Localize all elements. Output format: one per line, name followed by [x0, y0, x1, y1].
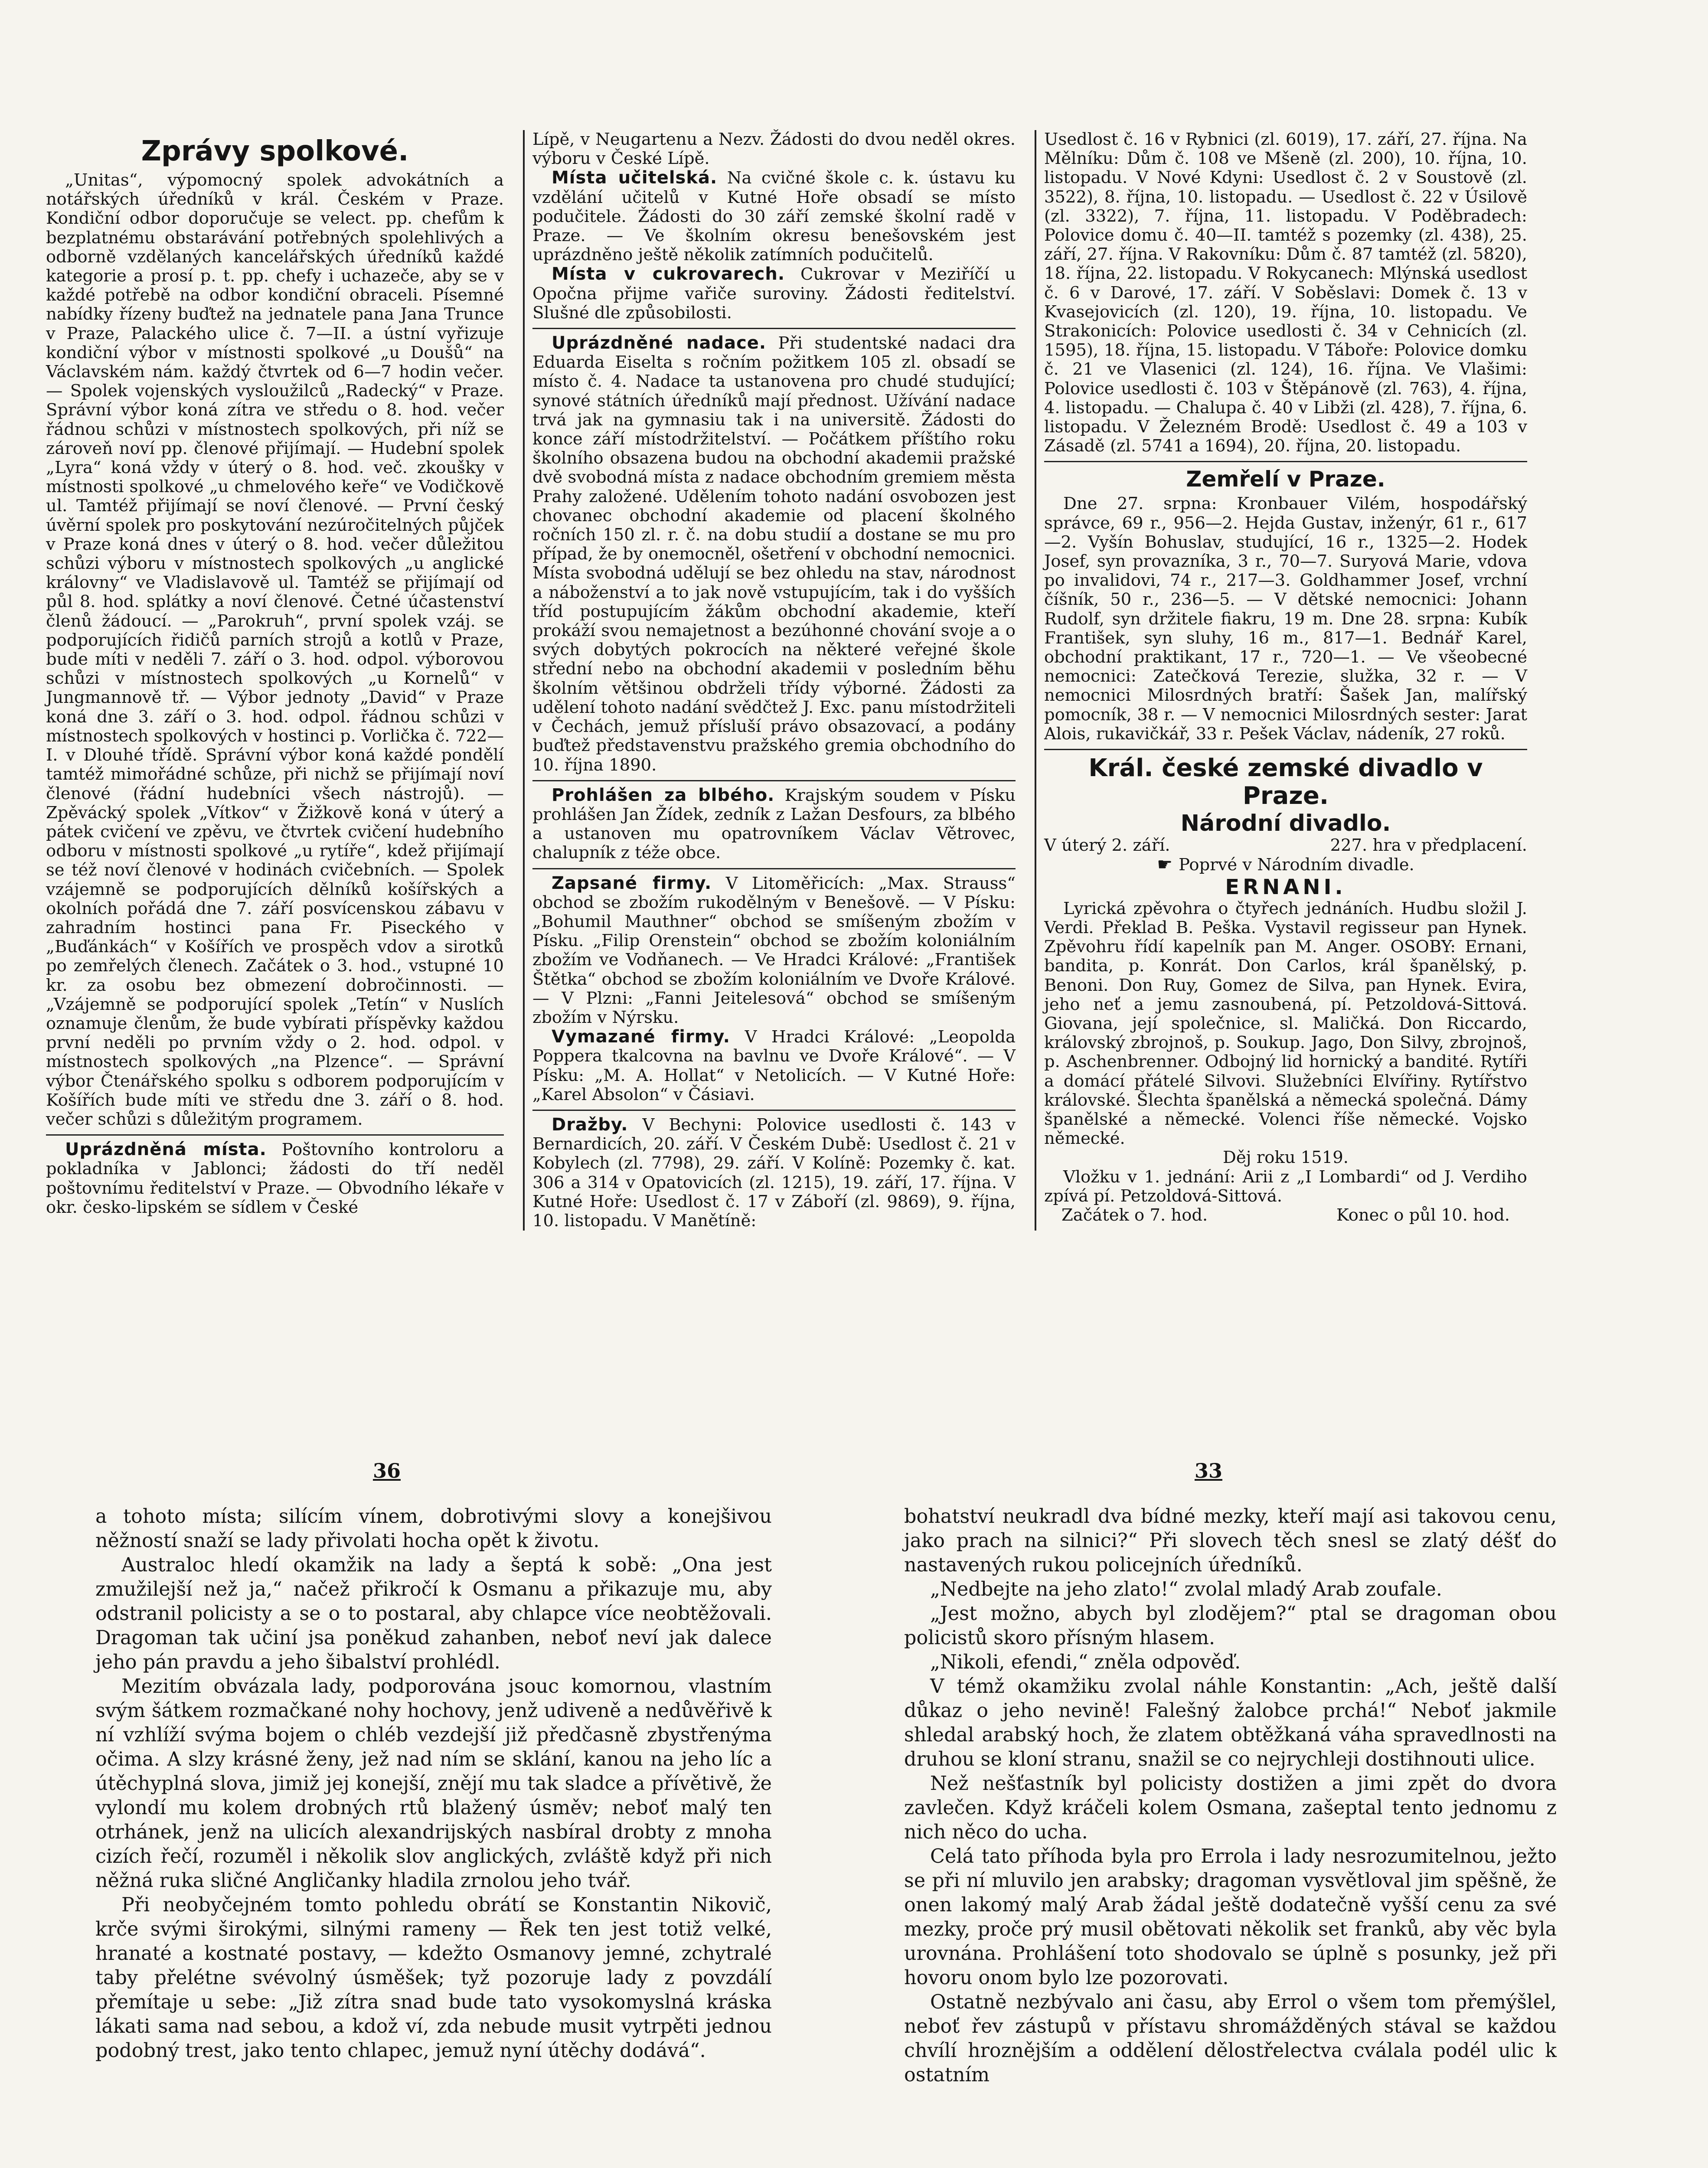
deleted-firms-body: V Hradci Králové: „Leopolda Poppera tkalcovna na bavlnu ve Dvoře Králové“. — V Písku: „M. A. Hollat“ v Netolicích. — V Kutné Hoře: „Karel Absolon“ v Čásiavi.	[532, 1027, 1016, 1104]
column-divider	[532, 868, 1016, 869]
deaths-heading: Zemřelí v Praze.	[1186, 467, 1385, 492]
col3-continuation: Usedlost č. 16 v Rybnici (zl. 6019), 17. září, 27. října. Na Mělníku: Dům č. 108 ve Mšeně (zl. 200), 10. října, 10. listopadu. V Nové Kdyni: Usedlost č. 2 v Soustově (zl. 3522), 8. října, 10. listopadu. — Usedlost č. 22 v Úsilově (zl. 3322), 7. října, 11. listopadu. V Poděbradech: Polovice domu č. 40—II. tamtéž s pozemky (zl. 438), 25. září, 27. října. V Rakovníku: Dům č. 87 tamtéž (zl. 5820), 18. října, 22. listopadu. V Rokycanech: Mlýnská usedlost č. 6 v Darové, 17. září. V Soběslavi: Domek č. 13 v Kvasejovicích (zl. 120), 19. října, 10. listopadu. Ve Strakonicích: Polovice usedlosti č. 34 v Cehnicích (zl. 1595), 18. října, 15. listopadu. V Táboře: Polovice domku č. 21 ve Vlasenici (zl. 124), 16. října. Ve Vlašimi: Polovice usedlosti č. 103 v Štěpánově (zl. 763), 4. října, 4. listopadu. — Chalupa č. 40 v Libži (zl. 428), 7. října, 6. listopadu. V Železném Brodě: Usedlost č. 49 a 103 v Zásadě (zl. 5741 a 1694), 20. října, 20. listopadu.	[1044, 130, 1527, 456]
auctions-body: V Bechyni: Polovice usedlosti č. 143 v Bernardicích, 20. září. V Českém Dubě: Usedlost č. 21 v Kobylech (zl. 7798), 29. září. V Kolíně: Pozemky č. kat. 306 a 314 v Opatovicích (zl. 1215), 19. září, 17. října. V Kutné Hoře: Usedlost č. 17 v Záboří (zl. 9869), 9. října, 10. listopadu. V Manětíně:	[532, 1115, 1016, 1231]
right-paragraph: „Nikoli, efendi,“ zněla odpověď.	[930, 1651, 1241, 1673]
idiot-body: Krajským soudem v Písku prohlášen Jan Žídek, zedník z Lažan Desfours, za blbého a ustanoven mu opatrovníkem Václav Větrovec, chalupník z téže obce.	[532, 785, 1016, 863]
theatre-subscription: 227. hra v předplacení.	[1330, 836, 1527, 855]
theatre-day: V úterý 2. září.	[1044, 836, 1170, 855]
idiot-paragraph	[532, 786, 1016, 863]
deleted-firms-paragraph	[532, 1027, 1016, 1104]
pointing-hand-icon: ☛	[1157, 855, 1173, 875]
newspaper-column-3	[1035, 130, 1535, 1231]
newspaper-clipping	[38, 130, 1669, 1231]
premiere-line	[1044, 855, 1527, 875]
sugar-paragraph	[532, 264, 1016, 323]
left-page-number: 36	[373, 1459, 401, 1482]
left-paragraph: Při neobyčejném tomto pohledu obrátí se Konstantin Nikovič, krče svými širokými, silnými rameny — Řek ten jest totiž velké, hranaté a kostnaté postavy, — kdežto Osmanovy jemné, zchytralé taby přelétne svévolný úsměšek; tyž pozoruje lady z povzdálí přemítaje u sebe: „Již zítra snad bude tato vysokomyslná kráska lákati sama nad sebou, a kdož ví, zda nebude musit vytrpěti jednou podobný trest, jako tento chlapec, jemuž nyní útěchy dodává“.	[95, 1894, 772, 2062]
left-book-page	[95, 1505, 772, 2063]
premiere-text: Poprvé v Národním divadle.	[1179, 855, 1414, 875]
deleted-firms-heading: Vymazané firmy.	[552, 1027, 730, 1047]
foundations-paragraph	[532, 333, 1016, 775]
right-paragraph: Ostatně nezbývalo ani času, aby Errol o všem tom přemýšlel, neboť řev zástupů v přístavu shromážděných stával se každou chvílí hroznějším a oddělení dělostřelectva cválala podél ulic k ostatním	[904, 1991, 1557, 2086]
left-paragraph: Mezitím obvázala lady, podporována jsouc komornou, vlastním svým šátkem rozmačkané nohy hochovy, jenž udiveně a nedůvěřivě k ní vzhlíží svýma bojem o chléb vezdejší již předčasně zbystřenýma očima. A slzy krásné ženy, jež nad ním se sklání, kanou na jeho líc a útěchyplná slova, jimiž jej konejší, znějí mu tak sladce a přívětivě, že vylondí mu kolem drobných rtů blažený úsměv; neboť malý ten otrhánek, jenž na ulicích alexandrijských nasbíral drobty z mnoha cizích řečí, rozuměl i několik slov anglických, zvláště když při nich něžná ruka sličné Angličanky hladila zrnolou jeho tvář.	[95, 1675, 772, 1892]
theatre-subheading: Národní divadlo.	[1180, 810, 1391, 837]
left-paragraph: Australoc hledí okamžik na lady a šeptá k sobě: „Ona jest zmužilejší než ja,“ načež přikročí k Osmanu a přikazuje mu, aby odstranil policisty a se o to postaral, aby chlapce více neobtěžovali. Dragoman tak učiní jsa poněkud zahanben, neboť neví jak dalece jeho pán pravdu a jeho šibalství prohlédl.	[95, 1554, 772, 1673]
right-paragraph: „Nedbejte na jeho zlato!“ zvolal mladý Arab zoufale.	[930, 1578, 1442, 1600]
club-news-body: „Unitas“, výpomocný spolek advokátních a notářských úředníků v král. Českém v Praze. Kondiční odbor doporučuje se velect. pp. chefům k bezplatnému obstarávání potřebných spolehlivých a odborně vzdělaných kancelářských úředníků každé kategorie a prosí p. t. pp. chefy i uchazeče, aby se v každé potřebě na odbor kondiční obraceli. Písemné nabídky řízeny buďtež na jednatele pana Jana Trunce v Praze, Palackého ulice č. 7—II. a ústní vyřizuje kondiční výbor v místnosti spolkové „u Doušů“ na Václavském nám. každý čtvrtek od 6—7 hodin večer. — Spolek vojenských vysloužilců „Radecký“ v Praze. Správní výbor koná zítra ve středu o 8. hod. večer řádnou schůzi v místnostech spolkových, při níž se zároveň noví pp. členové přijímají. — Hudební spolek „Lyra“ koná vždy v úterý o 8. hod. več. zkoušky v místnosti spolkové „u chmelového keře“ ve Vodičkově ul. Tamtéž přijímají se noví členové. — První český úvěrní spolek pro poskytování nezúročitelných půjček v Praze koná dnes v úterý o 8. hod. večer důležitou schůzi výboru v místnostech spolkových „u anglické královny“ ve Vladislavově ul. Tamtéž se přijímají od půl 8. hod. splátky a noví členové. Četné účastenství členů žádoucí. — „Parokruh“, první spolek vzáj. se podporujících řidičů parních strojů a kotlů v Praze, bude míti v neděli 7. září o 3. hod. odpol. výborovou schůzi v místnostech spolkových „u Kornelů“ v Jungmannově tř. — Výbor jednoty „David“ v Praze koná dne 3. září o 3. hod. odpol. řádnou schůzi v místnostech spolkových v hostinci p. Vorlička č. 722—I. v Dlouhé třídě. Správní výbor koná každé pondělí tamtéž mimořádné schůze, při nichž se přijímají noví členové (řádní hudebníci všech nástrojů). — Zpěvácký spolek „Vítkov“ v Žižkově koná v úterý a pátek cvičení ve zpěvu, ve čtvrtek cvičení hudebního odboru v místnosti spolkové „u rytíře“, kdež přijímají se též noví členové v hodinách cvičebních. — Spolek vzájemně se podporujících dělníků košířských a okolních pořádá dne 7. září posvícenskou zábavu v zahradním hostinci pana Fr. Piseckého v „Buďánkách“ v Košířích ve prospěch vdov a sirotků po zemřelých členech. Začátek o 3. hod., vstupné 10 kr. za osobu bez obmezení dobročinnosti. — „Vzájemně se podporující spolek „Tetín“ v Nuslích oznamuje členům, že bude vybírati příspěvky každou první neděli po prvním vždy o 2. hod. odpol. v místnostech spolkových „na Plzence“. — Správní výbor Čtenářského spolku s odborem podporujícím v Košířích bude míti ve středu dne 3. září o 8. hod. večer schůzi s důležitým programem.	[46, 170, 504, 1129]
column-divider	[46, 1134, 504, 1136]
firms-body: V Litoměřicích: „Max. Strauss“ obchod se zbožím rukodělným v Benešově. — V Písku: „Bohumil Mauthner“ obchod se smíšeným zbožím v Písku. „Filip Orenstein“ obchod se zbožím koloniálním zbožím ve Vodňanech. — Ve Hradci Králové: „František Štětka“ obchod se zbožím koloniálním ve Dvoře Králové. — V Plzni: „Fanni Jeitelesová“ obchod se smíšeným zbožím v Nýrsku.	[532, 873, 1016, 1027]
teachers-body: Na cvičné škole c. k. ústavu ku vzdělání učitelů v Kutné Hoře obsadí se místo podučitele. Žádosti do 30 září zemské školní radě v Praze. — Ve školním okresu benešovském jest uprázdněno ještě několik zatímních podučitelů.	[532, 168, 1016, 265]
newspaper-column-2	[523, 130, 1023, 1231]
theatre-date-row	[1044, 836, 1527, 855]
sugar-heading: Místa v cukrovarech.	[552, 264, 785, 284]
opera-title: ERNANI.	[1225, 875, 1346, 899]
column-divider	[532, 780, 1016, 781]
opera-times-row	[1044, 1206, 1527, 1225]
column-divider	[1044, 749, 1527, 750]
right-book-page	[904, 1505, 1557, 2087]
auctions-paragraph	[532, 1115, 1016, 1231]
idiot-heading: Prohlášen za blbého.	[552, 785, 775, 805]
column-divider	[532, 328, 1016, 329]
teachers-heading: Místa učitelská.	[552, 168, 718, 188]
column-divider	[1044, 461, 1527, 462]
teachers-paragraph	[532, 168, 1016, 264]
opera-insert: Vložku v 1. jednání: Arii z „I Lombardi“ od J. Verdiho zpívá pí. Petzoldová-Sittová.	[1044, 1167, 1527, 1206]
right-page-number: 33	[1195, 1459, 1223, 1482]
opera-end-time: Konec o půl 10. hod.	[1336, 1205, 1510, 1225]
sugar-body: Cukrovar v Meziříčí u Opočna přijme vařiče suroviny. Žádosti ředitelství. Slušné dle způsobilosti.	[532, 264, 1016, 323]
foundations-body: Při studentské nadaci dra Eduarda Eiselta s ročním požitkem 105 zl. obsadí se místo č. 4. Nadace ta ustanovena pro chudé studující; synové státních úředníků mají přednost. Užívání nadace trvá jak na gymnasiu tak i na universitě. Žádosti do konce září místodržitelství. — Počátkem příštího roku školního obsazena budou na obchodní akademii pražské dvě svobodná místa z nadace obchodním gremiem města Prahy založené. Udělením tohoto nadání osvobozen jest chovanec obchodní akademie od placení školného ročních 150 zl. r. č. na dobu studií a dostane se mu pro případ, že by onemocněl, ošetření v obchodní nemocnici. Místa svobodná udělují se bez ohledu na stav, národnost a náboženství a to jak nově vstupujícím, tak i do vyšších tříd postupujícím žákům obchodní akademie, kteří prokáží svou nemajetnost a bezúhonné chování svoje a o svých dobytých pokrocích na některé veřejné škole střední nebo na obchodní akademii v posledním běhu školním většinou obdrželi třídy výborné. Žádosti za udělení tohoto nadání svědčtež J. Exc. panu místodržiteli v Čechách, jemuž přísluší právo obsazovací, a podány buďtež představenstvu pražského gremia obchodního do 10. října 1890.	[532, 333, 1016, 775]
opera-start-time: Začátek o 7. hod.	[1061, 1205, 1208, 1225]
vacancies-paragraph	[46, 1140, 504, 1217]
deaths-body: Dne 27. srpna: Kronbauer Vilém, hospodářský správce, 69 r., 956—2. Hejda Gustav, inženýr, 61 r., 617—2. Vyšín Bohuslav, studující, 16 r., 1325—2. Hodek Josef, syn provazníka, 3 r., 70—7. Suryová Marie, vdova po invalidovi, 74 r., 217—3. Goldhammer Josef, vrchní číšník, 50 r., 236—5. — V dětské nemocnici: Johann Rudolf, syn držitele fiakru, 19 m. Dne 28. srpna: Kubík František, syn sluhy, 16 m., 817—1. Bednář Karel, obchodní praktikant, 17 r., 720—1. — Ve všeobecné nemocnici: Zatečková Terezie, služka, 32 r. — V nemocnici Milosrdných bratří: Šašek Jan, malířský pomocník, 38 r. — V nemocnici Milosrdných sester: Jarat Alois, rukavičkář, 33 r. Pešek Václav, nádeník, 27 roků.	[1044, 494, 1527, 744]
right-paragraph: V témž okamžiku zvolal náhle Konstantin: „Ach, ještě další důkaz o jeho nevině! Falešný žalobce prchá!“ Neboť jakmile shledal arabský hoch, že zlatem obtěžkaná váha spravedlnosti na druhou se kloní stranu, snažil se co nejrychleji dostihnouti ulice.	[904, 1675, 1557, 1770]
firms-paragraph	[532, 874, 1016, 1028]
column-divider	[532, 1110, 1016, 1111]
right-paragraph: bohatství neukradl dva bídné mezky, kteří mají asi takovou cenu, jako prach na silnici?“ Při slovech těch snesl se zlatý déšť do nastavených rukou policejních úředníků.	[904, 1505, 1557, 1576]
theatre-heading: Král. české zemské divadlo v Praze.	[1088, 754, 1483, 810]
right-paragraph: Celá tato příhoda byla pro Errola i lady nesrozumitelnou, ježto se při ní mluvilo jen arabsky; dragoman vysvětloval jim spěšně, že onen lakomý malý Arab žádal ještě dodatečně vyšší cenu za své mezky, proče prý musil obětovati několik set franků, aby věc byla urovnána. Prohlášení toto shodovalo se úplně s posunky, jež při hovoru onom bylo lze pozorovati.	[904, 1845, 1557, 1989]
col2-continuation: Lípě, v Neugartenu a Nezv. Žádosti do dvou neděl okres. výboru v České Lípě.	[532, 130, 1016, 169]
vacancies-body: Poštovního kontroloru a pokladníka v Jablonci; žádosti do tří neděl poštovnímu ředitelství v Praze. — Obvodního lékaře v okr. česko-lipském se sídlem v České	[46, 1140, 504, 1217]
vacancies-heading: Uprázdněná místa.	[65, 1140, 267, 1160]
opera-year: Děj roku 1519.	[1223, 1148, 1349, 1168]
right-paragraph: „Jest možno, abych byl zlodějem?“ ptal se dragoman obou policistů skoro přísným hlasem.	[904, 1603, 1557, 1649]
left-paragraph: a tohoto místa; silícím vínem, dobrotivými slovy a konejšivou něžností snaží se lady přivolati hocha opět k životu.	[95, 1505, 772, 1552]
auctions-heading: Dražby.	[552, 1114, 628, 1135]
club-news-heading: Zprávy spolkové.	[141, 135, 409, 167]
newspaper-column-1	[38, 130, 512, 1231]
opera-description: Lyrická zpěvohra o čtyřech jednáních. Hudbu složil J. Verdi. Překlad B. Peška. Vystavil regisseur pan Hynek. Zpěvohru řídí kapelník pan M. Anger. OSOBY: Ernani, bandita, p. Konrát. Don Carlos, král španělský, p. Benoni. Don Ruy, Gomez de Silva, pan Hynek. Evira, jeho neť a jemu zasnoubená, pí. Petzoldová-Sittová. Giovana, její společnice, sl. Maličká. Don Riccardo, královský zbrojnoš, p. Soukup. Jago, Don Silvy, zbrojnoš, p. Aschenbrenner. Odbojný lid hornický a bandité. Rytíři a domácí přátelé Silvovi. Služebníci Elvířiny. Rytířstvo královské. Šlechta španělská a německá společná. Dámy španělské a německé. Volenci říše německé. Vojsko německé.	[1044, 898, 1527, 1149]
right-paragraph: Než nešťastník byl policisty dostižen a jimi zpět do dvora zavlečen. Když kráčeli kolem Osmana, zašeptal tento jednomu z nich něco do ucha.	[904, 1773, 1557, 1843]
firms-heading: Zapsané firmy.	[552, 873, 712, 893]
foundations-heading: Uprázdněné nadace.	[552, 333, 767, 353]
